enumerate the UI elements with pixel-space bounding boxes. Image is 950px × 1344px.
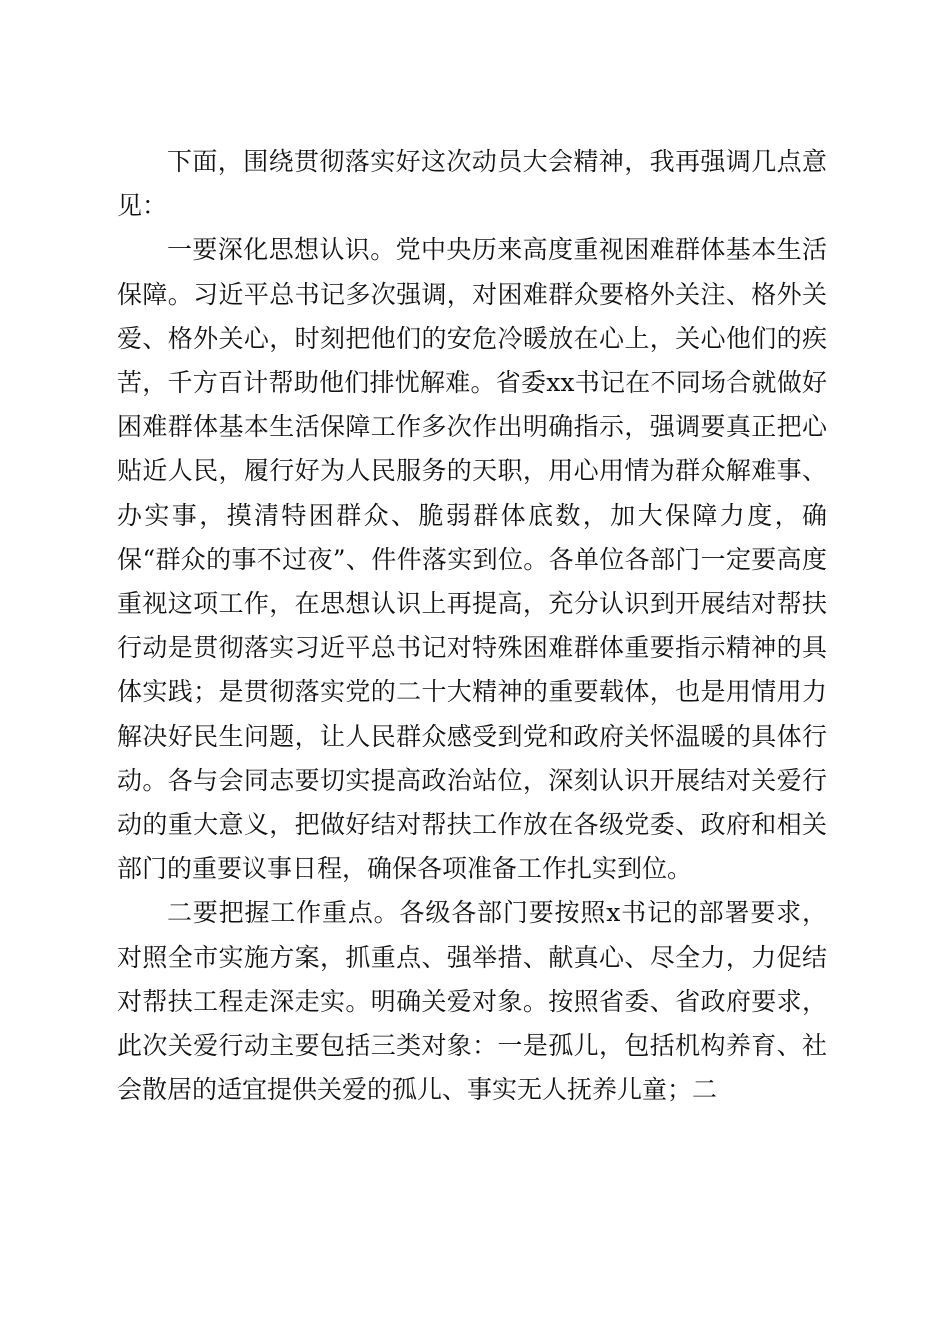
paragraph-point-one: 一要深化思想认识。党中央历来高度重视困难群体基本生活保障。习近平总书记多次强调，对困难群众要格外关注、格外关爱、格外关心，时刻把他们的安危冷暖放在心上，关心他们的疾苦，千方百计帮助他们排忧解难。省委xx书记在不同场合就做好困难群体基本生活保障工作多次作出明确指示，强调要真正把心贴近人民，履行好为人民服务的天职，用心用情为群众解难事、办实事，摸清特困群众、脆弱群体底数，加大保障力度，确保“群众的事不过夜”、件件落实到位。各单位各部门一定要高度重视这项工作，在思想认识上再提高，充分认识到开展结对帮扶行动是贯彻落实习近平总书记对特殊困难群体重要指示精神的具体实践；是贯彻落实党的二十大精神的重要载体，也是用情用力解决好民生问题，让人民群众感受到党和政府关怀温暖的具体行动。各与会同志要切实提高政治站位，深刻认识开展结对关爱行动的重大意义，把做好结对帮扶工作放在各级党委、政府和相关部门的重要议事日程，确保各项准备工作扎实到位。: [117, 235, 827, 884]
paragraph-point-two: 二要把握工作重点。各级各部门要按照x书记的部署要求，对照全市实施方案，抓重点、强举措、献真心、尽全力，力促结对帮扶工程走深走实。明确关爱对象。按照省委、省政府要求，此次关爱行动主要包括三类对象：一是孤儿，包括机构养育、社会散居的适宜提供关爱的孤儿、事实无人抚养儿童；二: [117, 898, 827, 1105]
paragraph-intro: 下面，围绕贯彻落实好这次动员大会精神，我再强调几点意见：: [117, 147, 827, 221]
document-body: [117, 140, 827, 1112]
